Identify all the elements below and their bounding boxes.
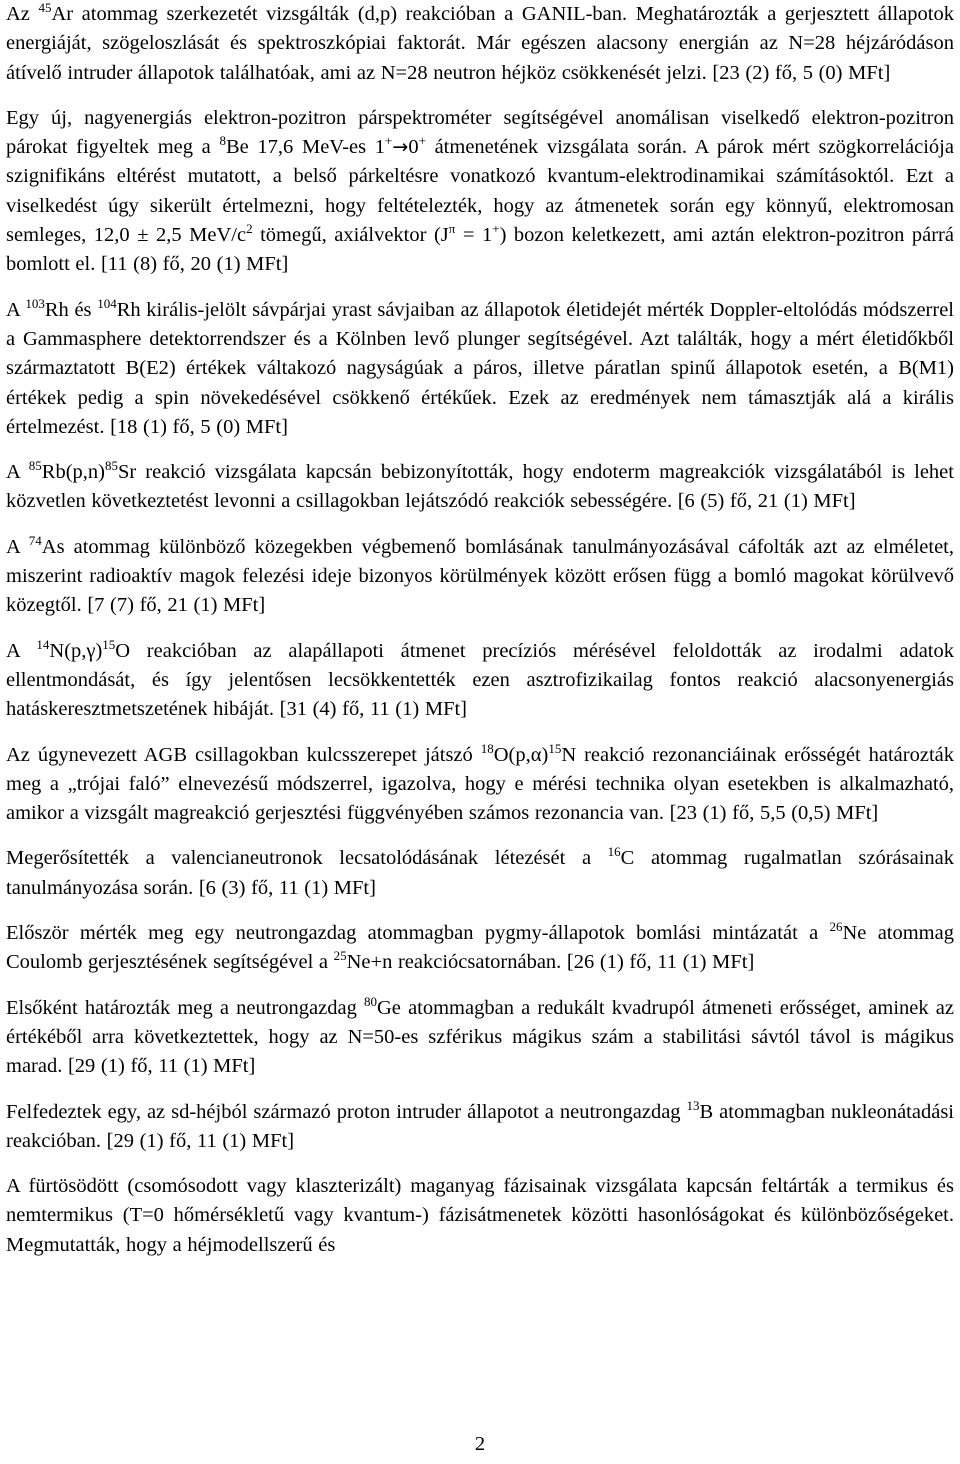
- superscript: 18: [480, 740, 494, 756]
- document-body: [6, 0, 954, 1276]
- paragraph-b13: [6, 1098, 954, 1157]
- text-run: Ne atommag Coulomb gerjesztésének segítségével a: [6, 922, 954, 974]
- text-run: A: [6, 461, 29, 484]
- paragraph-ne26: [6, 919, 954, 978]
- text-run: Elsőként határozták meg a neutrongazdag: [6, 996, 364, 1019]
- text-run: Egy új, nagyenergiás elektron-pozitron párspektrométer segítségével anomálisan viselkedő elektron-pozitron párokat figyeltek meg a: [6, 106, 954, 159]
- paragraph-pair-spectrometer: [6, 104, 954, 280]
- text-run: Megerősítették a valencianeutronok lecsatolódásának létezését a: [6, 847, 608, 870]
- text-run: Az: [6, 3, 39, 25]
- paragraph-as74: [6, 533, 954, 621]
- superscript: π: [448, 221, 456, 237]
- paragraph-ar45: [6, 0, 954, 88]
- superscript: 74: [28, 532, 42, 548]
- text-run: Sr reakció vizsgálata kapcsán bebizonyították, hogy endoterm magreakciók vizsgálatából is lehet közvetlen következtetést levonni a csillagokban lejátszódó reakciók sebességére. [6 (5) fő, 21 (1) MFt]: [6, 461, 954, 513]
- text-run: Rb(p,n): [41, 461, 105, 484]
- text-run: Rh és: [44, 298, 98, 321]
- superscript: 15: [548, 740, 562, 756]
- text-run: C atommag rugalmatlan szórásainak tanulmányozása során. [6 (3) fő, 11 (1) MFt]: [6, 847, 954, 899]
- text-run: O reakcióban az alapállapoti átmenet precíziós mérésével feloldották az irodalmi adatok ellentmondását, és így jelentősen lecsökkentették ezen asztrofizikailag fontos reakció alacsonyenergiás hatáskeresztmetszetének hibáját. [31 (4) fő, 11 (1) MFt]: [6, 639, 954, 721]
- text-run: A: [6, 298, 26, 321]
- superscript: 25: [333, 948, 347, 964]
- text-run: B atommagban nukleonátadási reakcióban. [29 (1) fő, 11 (1) MFt]: [6, 1100, 954, 1152]
- text-run: = 1: [455, 224, 493, 247]
- superscript: 85: [28, 458, 42, 474]
- text-run: Az úgynevezett AGB csillagokban kulcsszerepet játszó: [6, 743, 481, 766]
- text-run: tömegű, axiálvektor (J: [252, 224, 449, 247]
- text-run: átmenetének vizsgálata során. A párok mért szögkorrelációja szignifikáns eltérést mutatott, a belső párkeltésre vonatkozó kvantum-elektrodinamikai számításoktól. Ezt a viselkedést úgy sikerült értelmezni, hogy feltételezték, hogy az átmenetek során egy könnyű, elektromosan semleges, 12,0 ± 2,5 MeV/c: [6, 136, 954, 247]
- superscript: 16: [607, 844, 621, 860]
- text-run: ) bozon keletkezett, ami aztán elektron-pozitron párrá bomlott el. [11 (8) fő, 20 (1) MFt]: [6, 224, 954, 276]
- paragraph-c16: [6, 844, 954, 903]
- superscript: 8: [219, 133, 226, 149]
- text-run: Rh királis-jelölt sávpárjai yrast sávjaiban az állapotok életidejét mérték Doppler-eltolódás módszerrel a Gammasphere detektorrendszer és a Kölnben levő plunger segítségével. Azt találták, hogy a mért életidőkből származtatott B(E2) értékek váltakozó nagyságúak a páros, illetve páratlan spinű állapotok esetén, a B(M1) értékek pedig a spin növekedésével csökkenő értékűek. Ezek az eredmények nem támasztják alá a királis értelmezést. [18 (1) fő, 5 (0) MFt]: [6, 298, 954, 438]
- superscript: 85: [104, 458, 118, 474]
- superscript: +: [492, 221, 500, 237]
- superscript: 80: [364, 993, 377, 1009]
- superscript: 2: [246, 221, 253, 237]
- superscript: 103: [25, 295, 45, 311]
- text-run: Először mérték meg egy neutrongazdag atommagban pygmy-állapotok bomlási mintázatát a: [6, 922, 830, 945]
- superscript: 104: [97, 295, 117, 311]
- paragraph-n14: [6, 637, 954, 725]
- text-run: N reakció rezonanciáinak erősségét határozták meg a „trójai faló” elnevezésű módszerrel, igazolva, hogy e mérési technika olyan esetekben is alkalmazható, amikor a vizsgált magreakció gerjesztési függvényében számos rezonancia van. [23 (1) fő, 5,5 (0,5) MFt]: [6, 743, 954, 825]
- superscript: +: [385, 133, 393, 149]
- superscript: +: [418, 133, 426, 149]
- arrow-right-icon: →: [392, 136, 409, 159]
- text-run: Be 17,6 MeV-es 1: [225, 136, 386, 159]
- text-run: A: [6, 639, 37, 662]
- paragraph-agb-o18: [6, 741, 954, 829]
- text-run: N(p,γ): [49, 639, 103, 662]
- text-run: O(p,α): [493, 743, 549, 766]
- superscript: 14: [36, 636, 50, 652]
- paragraph-clustered-matter: [6, 1172, 954, 1260]
- page-number: 2: [474, 1433, 486, 1455]
- text-run: 0: [408, 136, 419, 159]
- text-run: As atommag különböző közegekben végbemenő bomlásának tanulmányozásával cáfolták azt az elméletet, miszerint radioaktív magok felezési ideje bizonyos körülmények között erősen függ a bomló magokat körülvevő közegtől. [7 (7) fő, 21 (1) MFt]: [6, 535, 954, 617]
- text-run: A: [6, 535, 29, 558]
- superscript: 45: [38, 0, 52, 15]
- text-run: Ge atommagban a redukált kvadrupól átmeneti erősséget, aminek az értékéből arra következtettek, hogy az N=50-es szférikus mágikus szám a stabilitási sávtól távol is mágikus marad. [29 (1) fő, 11 (1) MFt]: [6, 996, 955, 1078]
- text-run: Felfedeztek egy, az sd-héjból származó proton intruder állapotot a neutrongazdag: [6, 1100, 687, 1123]
- paragraph-rh-chiral: [6, 296, 954, 442]
- text-run: A fürtösödött (csomósodott vagy klaszterizált) maganyag fázisainak vizsgálata kapcsán feltárták a termikus és nemtermikus (T=0 hőmérsékletű vagy kvantum-) fázisátmenetek közötti hasonlóságokat és különbözőségeket. Megmutatták, hogy a héjmodellszerű és: [6, 1175, 954, 1256]
- paragraph-rb85: [6, 458, 954, 517]
- text-run: Ne+n reakciócsatornában. [26 (1) fő, 11 (1) MFt]: [346, 951, 755, 974]
- paragraph-ge80: [6, 994, 954, 1082]
- superscript: 15: [102, 636, 116, 652]
- text-run: Ar atommag szerkezetét vizsgálták (d,p) reakcióban a GANIL-ban. Meghatározták a gerjesztett állapotok energiáját, szögeloszlását és spektroszkópiai faktorát. Már egészen alacsony energián az N=28 héjzáródáson átívelő intruder állapotok találhatóak, ami az N=28 neutron héjköz csökkenését jelzi. [23 (2) fő, 5 (0) MFt]: [6, 3, 955, 84]
- superscript: 26: [829, 919, 843, 935]
- superscript: 13: [686, 1097, 700, 1113]
